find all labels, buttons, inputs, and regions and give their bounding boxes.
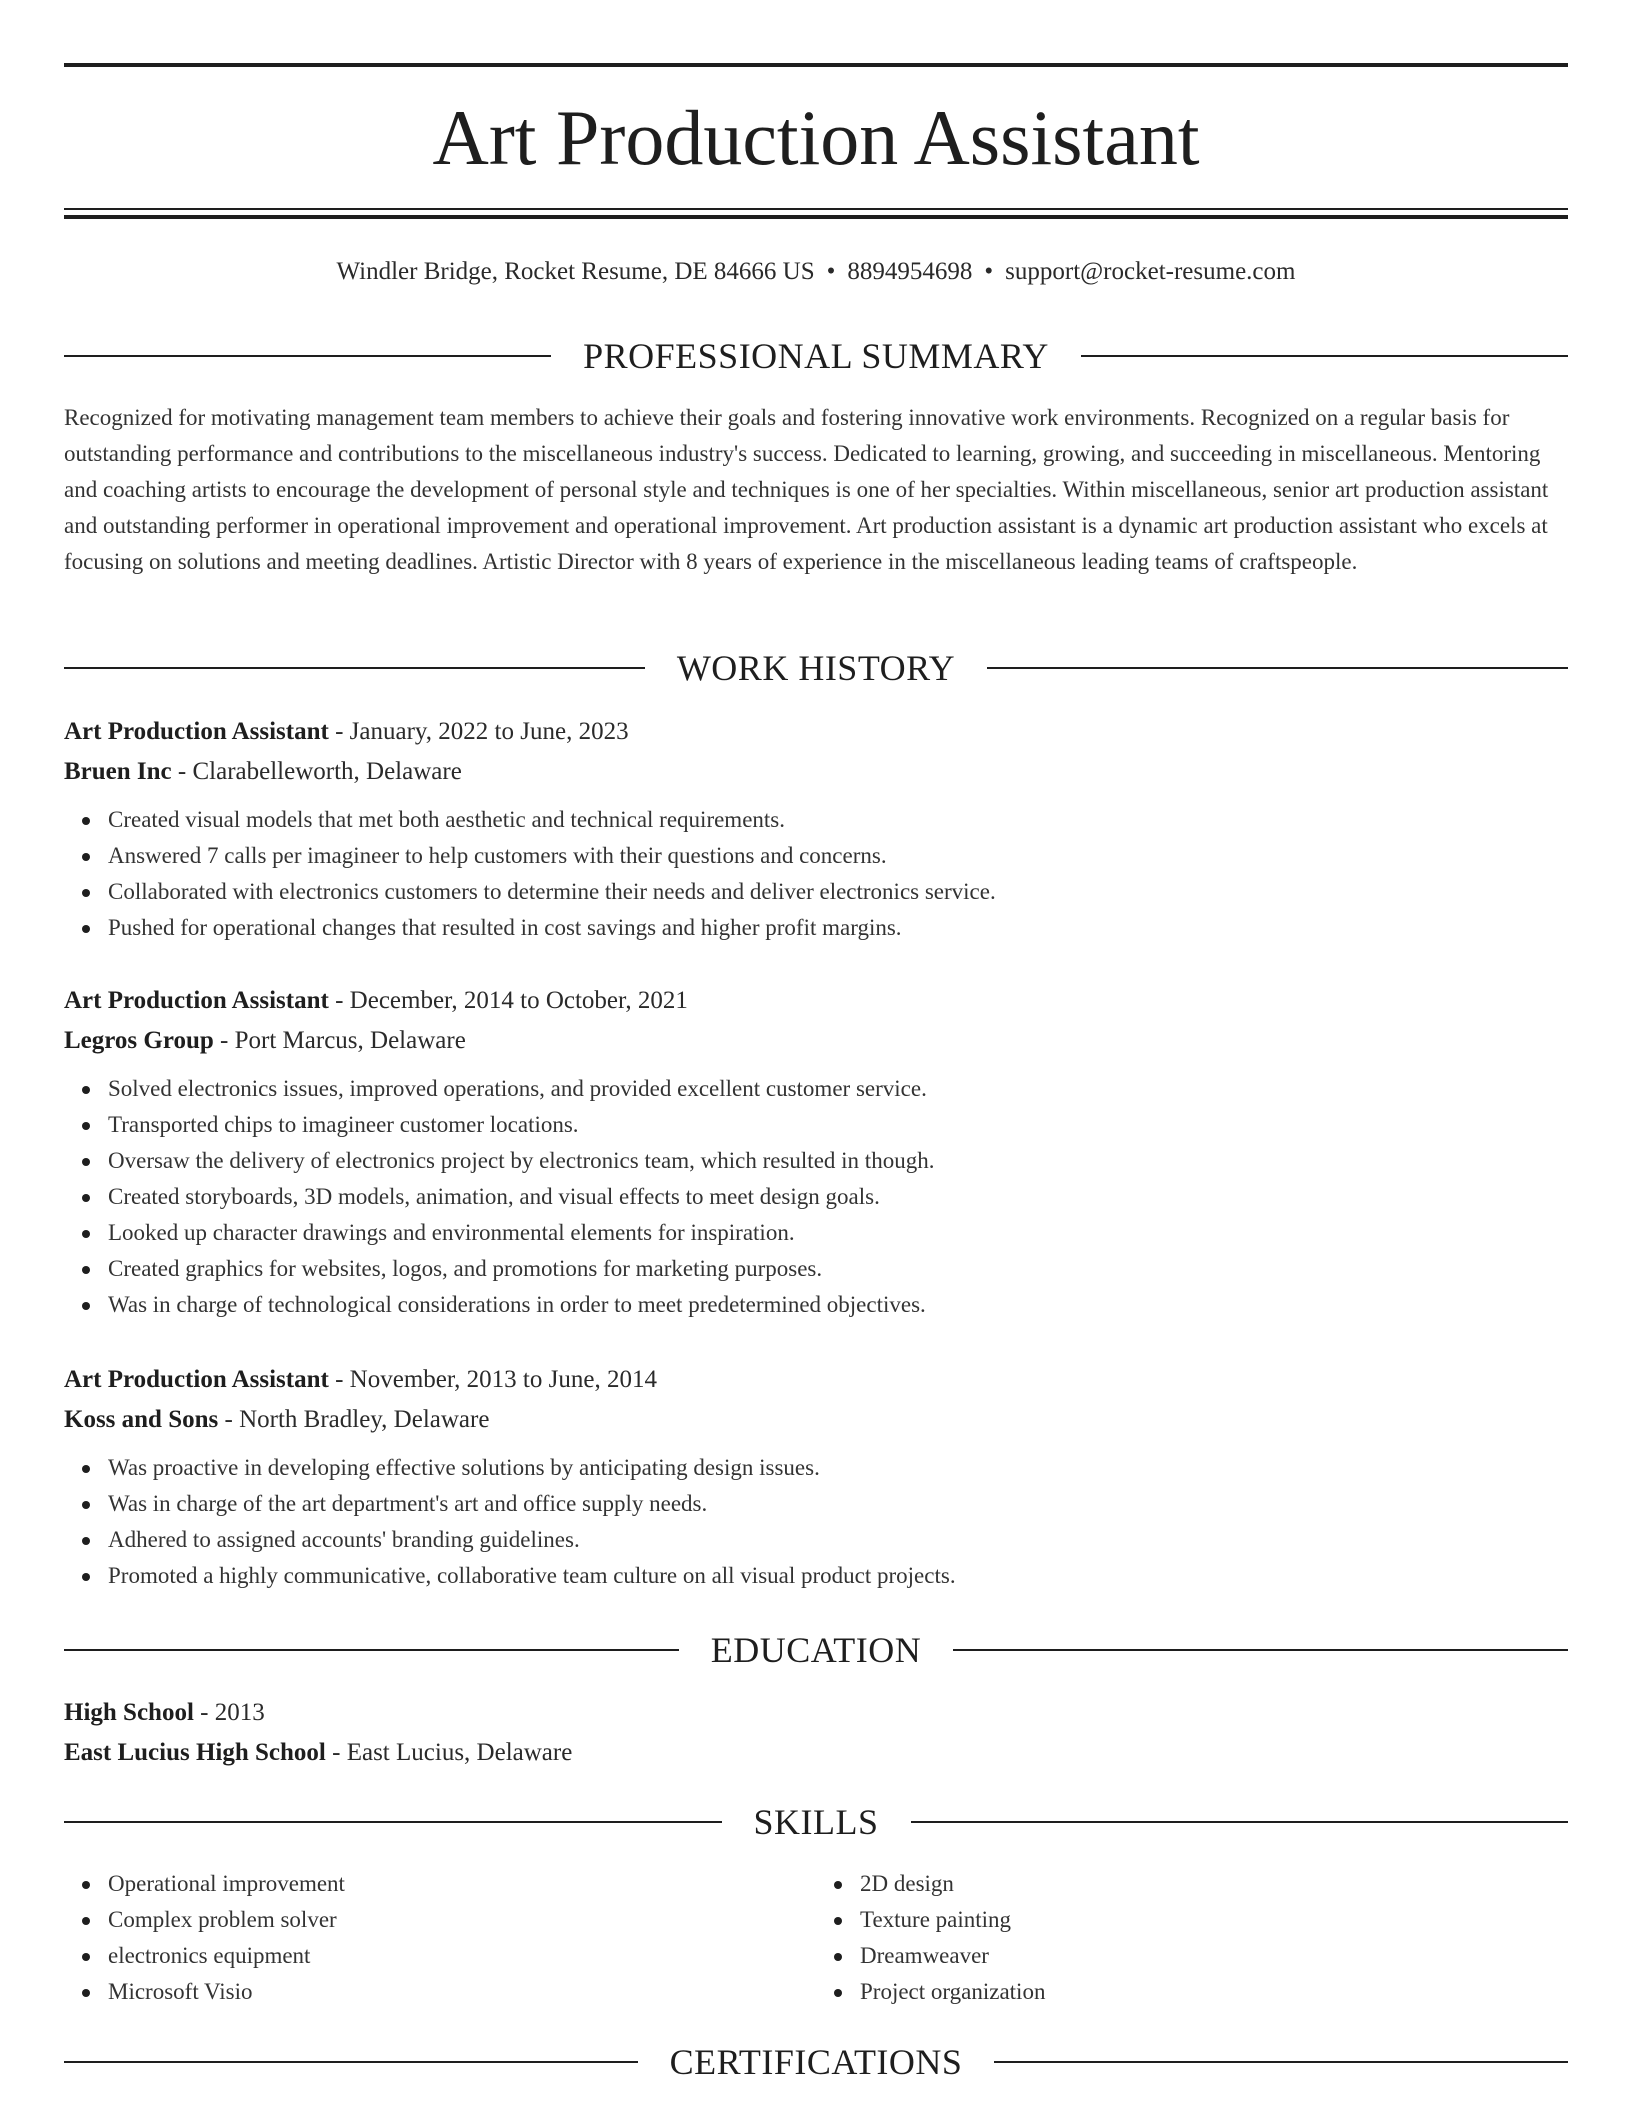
job-dates: - November, 2013 to June, 2014	[328, 1366, 657, 1393]
divider	[64, 667, 645, 669]
skill-item: Dreamweaver	[860, 1938, 1568, 1974]
list-item: Transported chips to imagineer customer locations.	[108, 1107, 1568, 1143]
skill-item: Complex problem solver	[108, 1902, 816, 1938]
list-item: Was in charge of the art department's art and office supply needs.	[108, 1486, 1568, 1522]
job-location: - North Bradley, Delaware	[218, 1406, 490, 1433]
job-bullets	[64, 802, 1568, 946]
job-dates: - January, 2022 to June, 2023	[328, 718, 629, 745]
job-company: Legros Group	[64, 1027, 214, 1054]
header-rule-thin	[64, 208, 1568, 210]
list-item: Promoted a highly communicative, collaborative team culture on all visual product projects.	[108, 1558, 1568, 1594]
skills-column-right	[816, 1866, 1568, 2010]
divider	[64, 355, 551, 357]
skill-item: 2D design	[860, 1866, 1568, 1902]
contact-address: Windler Bridge, Rocket Resume, DE 84666 US	[336, 258, 815, 285]
list-item: Answered 7 calls per imagineer to help customers with their questions and concerns.	[108, 838, 1568, 874]
job-entry	[64, 1360, 1568, 1594]
contact-separator: •	[984, 258, 994, 285]
job-entry	[64, 981, 1568, 1323]
divider	[1081, 355, 1568, 357]
section-heading-work	[64, 646, 1568, 690]
job-company-line	[64, 752, 1568, 792]
job-company-line	[64, 1400, 1568, 1440]
list-item: Was in charge of technological considerations in order to meet predetermined objectives.	[108, 1287, 1568, 1323]
section-heading-skills	[64, 1800, 1568, 1844]
section-title: EDUCATION	[710, 1630, 922, 1670]
education-year: - 2013	[193, 1699, 265, 1726]
list-item: Solved electronics issues, improved operations, and provided excellent customer service.	[108, 1071, 1568, 1107]
list-item: Created visual models that met both aesthetic and technical requirements.	[108, 802, 1568, 838]
list-item: Oversaw the delivery of electronics project by electronics team, which resulted in though.	[108, 1143, 1568, 1179]
skill-item: Operational improvement	[108, 1866, 816, 1902]
skills-grid	[64, 1866, 1568, 2010]
list-item: Pushed for operational changes that resulted in cost savings and higher profit margins.	[108, 910, 1568, 946]
skill-item: Project organization	[860, 1974, 1568, 2010]
divider	[64, 1821, 722, 1823]
section-heading-certifications	[64, 2040, 1568, 2084]
section-title: WORK HISTORY	[676, 648, 956, 688]
section-title: CERTIFICATIONS	[669, 2042, 963, 2082]
divider	[911, 1821, 1569, 1823]
job-company: Bruen Inc	[64, 758, 172, 785]
resume-title: Art Production Assistant	[432, 94, 1200, 181]
education-location: - East Lucius, Delaware	[325, 1739, 573, 1766]
job-company-line	[64, 1021, 1568, 1061]
divider	[953, 1649, 1568, 1651]
section-title: SKILLS	[753, 1802, 879, 1842]
job-location: - Clarabelleworth, Delaware	[171, 758, 462, 785]
job-title: Art Production Assistant	[64, 1366, 329, 1393]
skills-column-left	[64, 1866, 816, 2010]
list-item: Created graphics for websites, logos, and promotions for marketing purposes.	[108, 1251, 1568, 1287]
job-dates: - December, 2014 to October, 2021	[328, 987, 688, 1014]
divider	[64, 1649, 679, 1651]
job-bullets	[64, 1071, 1568, 1323]
job-title-line	[64, 981, 1568, 1021]
list-item: Adhered to assigned accounts' branding guidelines.	[108, 1522, 1568, 1558]
job-bullets	[64, 1450, 1568, 1594]
section-heading-education	[64, 1628, 1568, 1672]
list-item: Looked up character drawings and environmental elements for inspiration.	[108, 1215, 1568, 1251]
list-item: Created storyboards, 3D models, animation, and visual effects to meet design goals.	[108, 1179, 1568, 1215]
divider	[64, 2061, 638, 2063]
job-title: Art Production Assistant	[64, 718, 329, 745]
divider	[994, 2061, 1568, 2063]
job-title-line	[64, 712, 1568, 752]
education-degree: High School	[64, 1699, 194, 1726]
job-title: Art Production Assistant	[64, 987, 329, 1014]
header-rule-thick	[64, 215, 1568, 219]
contact-line	[64, 254, 1568, 290]
list-item: Was proactive in developing effective solutions by anticipating design issues.	[108, 1450, 1568, 1486]
section-heading-summary	[64, 334, 1568, 378]
skill-item: electronics equipment	[108, 1938, 816, 1974]
education-entry	[64, 1693, 1568, 1773]
contact-email: support@rocket-resume.com	[1005, 258, 1296, 285]
job-location: - Port Marcus, Delaware	[213, 1027, 466, 1054]
summary-text: Recognized for motivating management team members to achieve their goals and fostering innovative work environments. Recognized on a regular basis for outstanding performance and contributions to the miscellaneous industry's success. Dedicated to learning, growing, and succeeding in miscellaneous. Mentoring and coaching artists to encourage the development of personal style and techniques is one of her specialties. Within miscellaneous, senior art production assistant and outstanding performer in operational improvement and operational improvement. Art production assistant is a dynamic art production assistant who excels at focusing on solutions and meeting deadlines. Artistic Director with 8 years of experience in the miscellaneous leading teams of craftspeople.	[64, 405, 1549, 574]
job-company: Koss and Sons	[64, 1406, 219, 1433]
divider	[987, 667, 1568, 669]
header-top-rule	[64, 63, 1568, 67]
list-item: Collaborated with electronics customers to determine their needs and deliver electronics service.	[108, 874, 1568, 910]
contact-separator: •	[826, 258, 836, 285]
education-school: East Lucius High School	[64, 1739, 326, 1766]
skill-item: Texture painting	[860, 1902, 1568, 1938]
job-title-line	[64, 1360, 1568, 1400]
contact-phone: 8894954698	[847, 258, 973, 285]
job-entry	[64, 712, 1568, 946]
education-degree-line	[64, 1693, 1568, 1733]
education-school-line	[64, 1733, 1568, 1773]
skill-item: Microsoft Visio	[108, 1974, 816, 2010]
section-title: PROFESSIONAL SUMMARY	[583, 336, 1049, 376]
